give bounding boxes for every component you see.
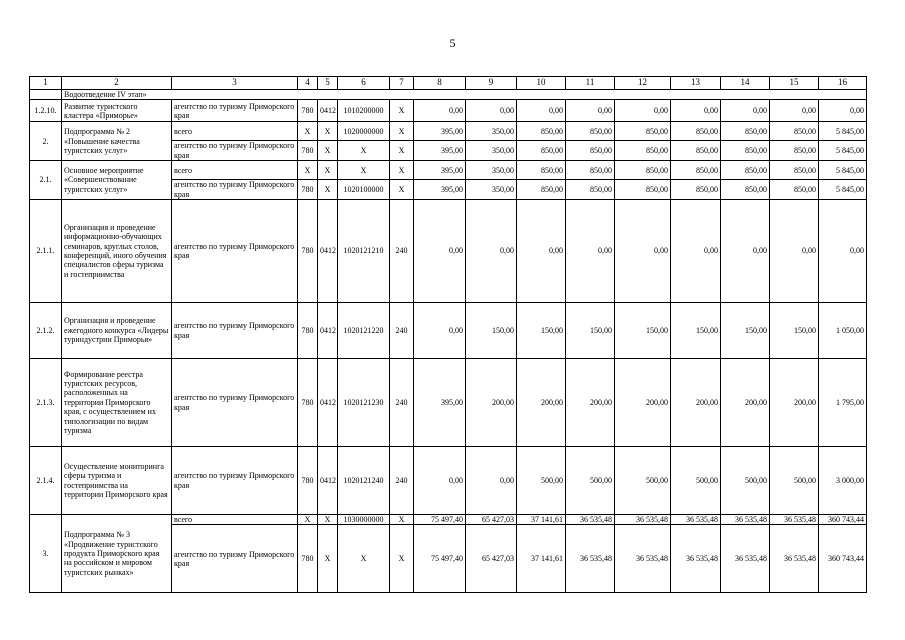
amount-cell-12: 150,00	[615, 303, 671, 359]
target-article-cell: 1020121210	[338, 200, 390, 303]
executor-cell: агентство по туризму Приморского края	[172, 525, 298, 593]
amount-cell-13: 200,00	[671, 359, 721, 447]
amount-cell-11: 200,00	[566, 359, 615, 447]
column-header-15: 15	[770, 77, 819, 90]
header-row	[30, 77, 867, 90]
amount-cell-8: 395,00	[414, 122, 466, 141]
row-name: Организация и проведение ежегодного конкурса «Лидеры туриндустрии Приморья»	[62, 303, 172, 359]
amount-cell-8: 75 497,40	[414, 515, 466, 525]
amount-cell-14: 500,00	[721, 447, 770, 515]
section-code-cell: X	[318, 515, 338, 525]
row-name: Организация и проведение информационно-обучающих семинаров, круглых столов, конференций, иного обучения специалистов сферы туризма и гостеприимства	[62, 200, 172, 303]
amount-cell-16: 5 845,00	[819, 180, 867, 200]
amount-cell-14: 150,00	[721, 303, 770, 359]
expense-type-cell: 240	[390, 447, 414, 515]
amount-cell-8: 0,00	[414, 303, 466, 359]
gr-code-cell: 780	[298, 447, 318, 515]
amount-cell-14: 850,00	[721, 141, 770, 161]
column-header-2: 2	[62, 77, 172, 90]
executor-cell: агентство по туризму Приморского края	[172, 141, 298, 161]
amount-cell-10: 37 141,61	[517, 515, 566, 525]
section-code-cell: X	[318, 180, 338, 200]
amount-cell-12: 500,00	[615, 447, 671, 515]
amount-cell-9: 350,00	[466, 180, 517, 200]
column-header-14: 14	[721, 77, 770, 90]
section-code-cell: X	[318, 141, 338, 161]
amount-cell-16: 1 795,00	[819, 359, 867, 447]
amount-cell-16: 1 050,00	[819, 303, 867, 359]
amount-cell-16: 0,00	[819, 100, 867, 122]
section-row-label: Водоотведение IV этап»	[62, 90, 867, 100]
amount-cell-9: 0,00	[466, 100, 517, 122]
page-number: 5	[449, 36, 456, 50]
amount-cell-16: 360 743,44	[819, 525, 867, 593]
executor-cell: агентство по туризму Приморского края	[172, 303, 298, 359]
expense-type-cell: X	[390, 122, 414, 141]
target-article-cell: X	[338, 525, 390, 593]
amount-cell-14: 36 535,48	[721, 515, 770, 525]
executor-cell: всего	[172, 161, 298, 180]
amount-cell-9: 0,00	[466, 200, 517, 303]
target-article-cell: 1020121220	[338, 303, 390, 359]
table-row	[30, 447, 867, 515]
amount-cell-11: 0,00	[566, 100, 615, 122]
row-name: Подпрограмма № 3 «Продвижение туристского продукта Приморского края на российском и мировом туристских рынках»	[62, 515, 172, 593]
amount-cell-11: 36 535,48	[566, 515, 615, 525]
target-article-cell: 1020100000	[338, 180, 390, 200]
column-header-5: 5	[318, 77, 338, 90]
row-name: Основное мероприятие «Совершенствование туристских услуг»	[62, 161, 172, 200]
amount-cell-10: 37 141,61	[517, 525, 566, 593]
column-header-13: 13	[671, 77, 721, 90]
amount-cell-13: 500,00	[671, 447, 721, 515]
table-row	[30, 303, 867, 359]
amount-cell-15: 36 535,48	[770, 525, 819, 593]
amount-cell-15: 150,00	[770, 303, 819, 359]
amount-cell-14: 36 535,48	[721, 525, 770, 593]
executor-cell: агентство по туризму Приморского края	[172, 100, 298, 122]
row-name: Подпрограмма № 2 «Повышение качества туристских услуг»	[62, 122, 172, 161]
expense-type-cell: X	[390, 180, 414, 200]
amount-cell-12: 850,00	[615, 141, 671, 161]
amount-cell-11: 150,00	[566, 303, 615, 359]
amount-cell-13: 36 535,48	[671, 515, 721, 525]
amount-cell-15: 0,00	[770, 100, 819, 122]
table-body	[30, 90, 867, 593]
amount-cell-11: 850,00	[566, 141, 615, 161]
amount-cell-9: 65 427,03	[466, 525, 517, 593]
executor-cell: всего	[172, 122, 298, 141]
row-code: 2.	[30, 122, 62, 161]
gr-code-cell: X	[298, 161, 318, 180]
amount-cell-15: 850,00	[770, 141, 819, 161]
amount-cell-14: 0,00	[721, 200, 770, 303]
section-code-cell: 0412	[318, 303, 338, 359]
amount-cell-11: 500,00	[566, 447, 615, 515]
table-header	[30, 77, 867, 90]
amount-cell-12: 850,00	[615, 122, 671, 141]
section-row-code-cell	[30, 90, 62, 100]
amount-cell-16: 0,00	[819, 200, 867, 303]
column-header-11: 11	[566, 77, 615, 90]
target-article-cell: 1020121230	[338, 359, 390, 447]
amount-cell-11: 850,00	[566, 161, 615, 180]
target-article-cell: 1010200000	[338, 100, 390, 122]
amount-cell-14: 850,00	[721, 161, 770, 180]
gr-code-cell: 780	[298, 100, 318, 122]
expense-type-cell: X	[390, 515, 414, 525]
target-article-cell: 1020000000	[338, 122, 390, 141]
row-code: 2.1.2.	[30, 303, 62, 359]
amount-cell-14: 200,00	[721, 359, 770, 447]
amount-cell-14: 0,00	[721, 100, 770, 122]
column-header-6: 6	[338, 77, 390, 90]
amount-cell-12: 850,00	[615, 180, 671, 200]
amount-cell-16: 5 845,00	[819, 122, 867, 141]
budget-table	[29, 76, 867, 593]
amount-cell-16: 3 000,00	[819, 447, 867, 515]
table-row	[30, 359, 867, 447]
target-article-cell: X	[338, 161, 390, 180]
amount-cell-15: 0,00	[770, 200, 819, 303]
amount-cell-12: 0,00	[615, 200, 671, 303]
expense-type-cell: 240	[390, 359, 414, 447]
section-code-cell: X	[318, 122, 338, 141]
amount-cell-15: 36 535,48	[770, 515, 819, 525]
amount-cell-8: 395,00	[414, 359, 466, 447]
expense-type-cell: X	[390, 525, 414, 593]
amount-cell-9: 65 427,03	[466, 515, 517, 525]
amount-cell-11: 0,00	[566, 200, 615, 303]
gr-code-cell: 780	[298, 200, 318, 303]
section-code-cell: 0412	[318, 447, 338, 515]
gr-code-cell: X	[298, 515, 318, 525]
expense-type-cell: X	[390, 141, 414, 161]
amount-cell-16: 5 845,00	[819, 141, 867, 161]
amount-cell-11: 36 535,48	[566, 525, 615, 593]
amount-cell-15: 200,00	[770, 359, 819, 447]
amount-cell-13: 0,00	[671, 200, 721, 303]
executor-cell: агентство по туризму Приморского края	[172, 200, 298, 303]
amount-cell-12: 200,00	[615, 359, 671, 447]
amount-cell-15: 500,00	[770, 447, 819, 515]
amount-cell-13: 850,00	[671, 141, 721, 161]
amount-cell-14: 850,00	[721, 180, 770, 200]
row-code: 2.1.	[30, 161, 62, 200]
amount-cell-16: 5 845,00	[819, 161, 867, 180]
row-name: Формирование реестра туристских ресурсов, расположенных на территории Приморского края, с осуществлением их типологизации по видам туризма	[62, 359, 172, 447]
expense-type-cell: X	[390, 161, 414, 180]
table-row	[30, 100, 867, 122]
amount-cell-13: 150,00	[671, 303, 721, 359]
amount-cell-14: 850,00	[721, 122, 770, 141]
amount-cell-12: 36 535,48	[615, 515, 671, 525]
amount-cell-10: 0,00	[517, 100, 566, 122]
amount-cell-10: 850,00	[517, 161, 566, 180]
amount-cell-8: 0,00	[414, 200, 466, 303]
column-header-10: 10	[517, 77, 566, 90]
row-code: 2.1.1.	[30, 200, 62, 303]
amount-cell-15: 850,00	[770, 180, 819, 200]
table-row	[30, 161, 867, 180]
expense-type-cell: 240	[390, 303, 414, 359]
section-row	[30, 90, 867, 100]
amount-cell-15: 850,00	[770, 161, 819, 180]
section-code-cell: X	[318, 525, 338, 593]
amount-cell-8: 0,00	[414, 100, 466, 122]
amount-cell-13: 850,00	[671, 180, 721, 200]
amount-cell-9: 200,00	[466, 359, 517, 447]
amount-cell-15: 850,00	[770, 122, 819, 141]
expense-type-cell: X	[390, 100, 414, 122]
gr-code-cell: 780	[298, 303, 318, 359]
row-code: 2.1.3.	[30, 359, 62, 447]
amount-cell-10: 0,00	[517, 200, 566, 303]
gr-code-cell: 780	[298, 180, 318, 200]
column-header-16: 16	[819, 77, 867, 90]
amount-cell-9: 350,00	[466, 122, 517, 141]
column-header-8: 8	[414, 77, 466, 90]
row-code: 2.1.4.	[30, 447, 62, 515]
table-row	[30, 515, 867, 525]
row-code: 3.	[30, 515, 62, 593]
amount-cell-12: 0,00	[615, 100, 671, 122]
amount-cell-10: 850,00	[517, 180, 566, 200]
section-code-cell: 0412	[318, 200, 338, 303]
amount-cell-9: 150,00	[466, 303, 517, 359]
section-code-cell: 0412	[318, 359, 338, 447]
amount-cell-10: 200,00	[517, 359, 566, 447]
executor-cell: всего	[172, 515, 298, 525]
table-row	[30, 200, 867, 303]
executor-cell: агентство по туризму Приморского края	[172, 359, 298, 447]
amount-cell-8: 395,00	[414, 141, 466, 161]
amount-cell-12: 36 535,48	[615, 525, 671, 593]
amount-cell-8: 0,00	[414, 447, 466, 515]
amount-cell-12: 850,00	[615, 161, 671, 180]
executor-cell: агентство по туризму Приморского края	[172, 180, 298, 200]
gr-code-cell: 780	[298, 525, 318, 593]
column-header-1: 1	[30, 77, 62, 90]
target-article-cell: 1030000000	[338, 515, 390, 525]
column-header-12: 12	[615, 77, 671, 90]
amount-cell-13: 850,00	[671, 161, 721, 180]
column-header-9: 9	[466, 77, 517, 90]
row-code: 1.2.10.	[30, 100, 62, 122]
amount-cell-13: 0,00	[671, 100, 721, 122]
column-header-7: 7	[390, 77, 414, 90]
gr-code-cell: 780	[298, 141, 318, 161]
section-code-cell: 0412	[318, 100, 338, 122]
amount-cell-10: 500,00	[517, 447, 566, 515]
expense-type-cell: 240	[390, 200, 414, 303]
amount-cell-9: 350,00	[466, 161, 517, 180]
amount-cell-11: 850,00	[566, 122, 615, 141]
amount-cell-10: 850,00	[517, 122, 566, 141]
gr-code-cell: X	[298, 122, 318, 141]
amount-cell-8: 395,00	[414, 161, 466, 180]
section-code-cell: X	[318, 161, 338, 180]
amount-cell-13: 850,00	[671, 122, 721, 141]
amount-cell-11: 850,00	[566, 180, 615, 200]
amount-cell-10: 850,00	[517, 141, 566, 161]
table-row	[30, 122, 867, 141]
amount-cell-8: 75 497,40	[414, 525, 466, 593]
amount-cell-10: 150,00	[517, 303, 566, 359]
executor-cell: агентство по туризму Приморского края	[172, 447, 298, 515]
row-name: Развитие туристского кластера «Приморье»	[62, 100, 172, 122]
target-article-cell: 1020121240	[338, 447, 390, 515]
gr-code-cell: 780	[298, 359, 318, 447]
row-name: Осуществление мониторинга сферы туризма и гостеприимства на территории Приморского края	[62, 447, 172, 515]
amount-cell-8: 395,00	[414, 180, 466, 200]
column-header-3: 3	[172, 77, 298, 90]
column-header-4: 4	[298, 77, 318, 90]
amount-cell-16: 360 743,44	[819, 515, 867, 525]
amount-cell-9: 0,00	[466, 447, 517, 515]
amount-cell-13: 36 535,48	[671, 525, 721, 593]
amount-cell-9: 350,00	[466, 141, 517, 161]
target-article-cell: X	[338, 141, 390, 161]
